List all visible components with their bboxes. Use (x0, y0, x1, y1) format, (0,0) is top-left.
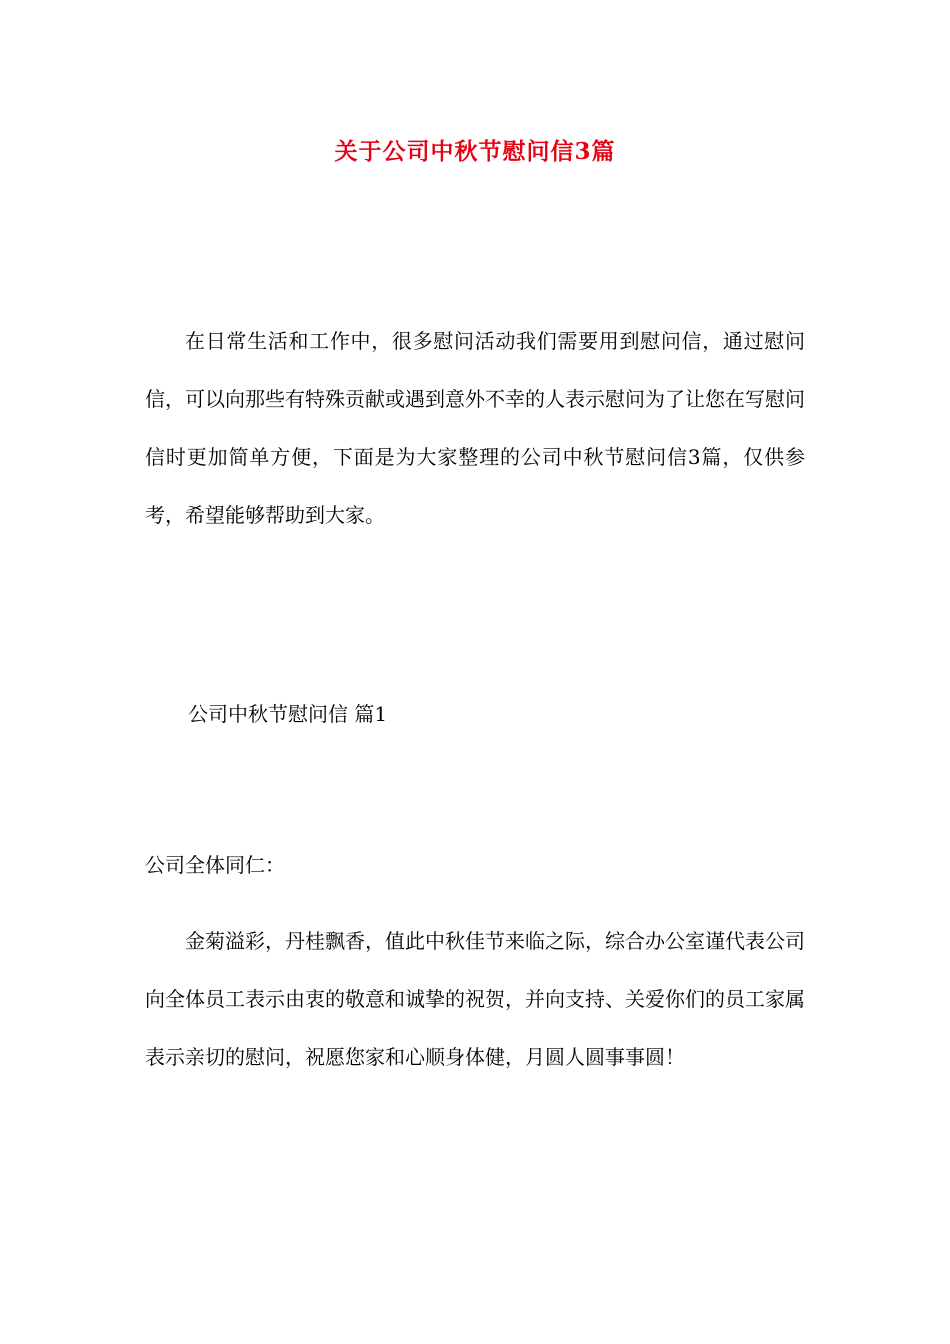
document-title: 关于公司中秋节慰问信3篇 (334, 138, 616, 165)
section-heading: 公司中秋节慰问信 篇1 (188, 702, 388, 726)
intro-paragraph: 在日常生活和工作中，很多慰问活动我们需要用到慰问信，通过慰问信，可以向那些有特殊贡献或遇到意外不幸的人表示慰问为了让您在写慰问信时更加简单方便，下面是为大家整理的公司中秋节慰问信3篇，仅供参考，希望能够帮助到大家。 (145, 329, 805, 527)
body-paragraph: 金菊溢彩，丹桂飘香，值此中秋佳节来临之际，综合办公室谨代表公司向全体员工表示由衷的敬意和诚挚的祝贺，并向支持、关爱你们的员工家属表示亲切的慰问，祝愿您家和心顺身体健，月圆人圆事事圆！ (145, 929, 805, 1069)
salutation: 公司全体同仁： (145, 853, 285, 877)
